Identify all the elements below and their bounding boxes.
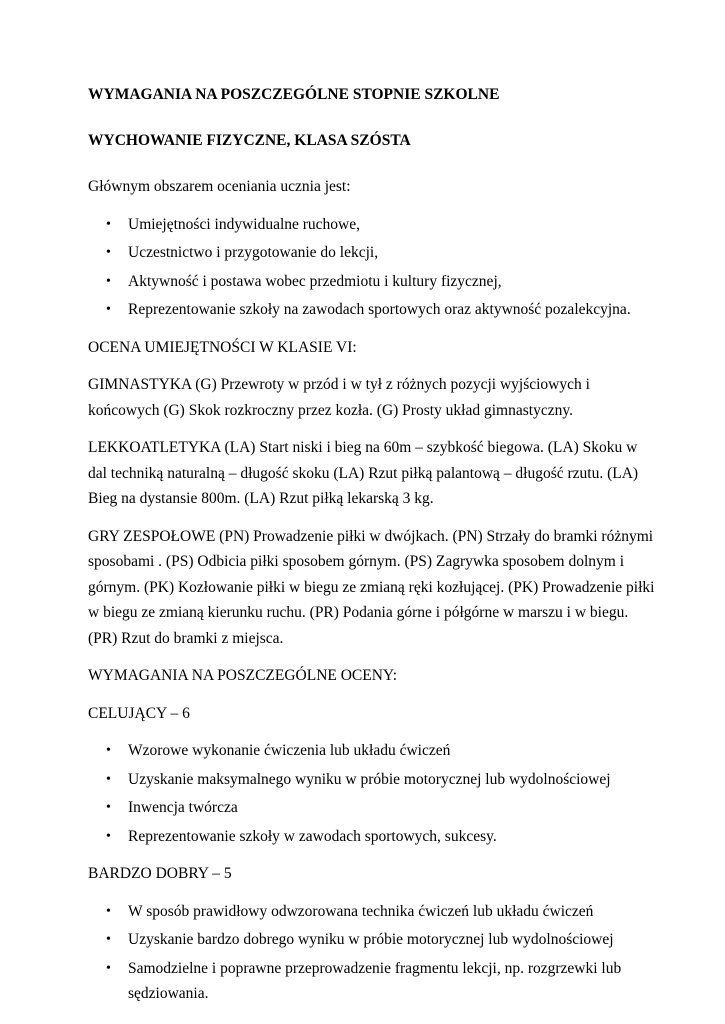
team-games-paragraph: GRY ZESPOŁOWE (PN) Prowadzenie piłki w dwójkach. (PN) Strzały do bramki różnymi sposobami . (PS) Odbicia piłki sposobem górnym. (PS) Zagrywka sposobem dolnym i górnym. (PK) Kozłowanie piłki w biegu ze zmianą ręki kozłującej. (PK) Prowadzenie piłki w biegu ze zmianą kierunku ruchu. (PR) Podania górne i półgórne w marszu i w biegu. (PR) Rzut do bramki z miejsca. [88,527,655,647]
skills-heading: OCENA UMIEJĘTNOŚCI W KLASIE VI: [88,338,357,356]
grade-5-list [88,899,658,1007]
grade-6-heading: CELUJĄCY – 6 [88,704,190,722]
bullet-icon: • [106,302,111,317]
grades-heading: WYMAGANIA NA POSZCZEGÓLNE OCENY: [88,667,398,684]
document-subtitle: WYCHOWANIE FIZYCZNE, KLASA SZÓSTA [88,132,411,149]
document-page [88,82,658,1019]
intro-text: Głównym obszarem oceniania ucznia jest: [88,178,351,195]
assessment-areas-list [88,212,658,323]
list-item: • Uzyskanie maksymalnego wyniku w próbie motorycznej lub wydolnościowej [88,767,658,793]
list-item: • Reprezentowanie szkoły w zawodach sportowych, sukcesy. [88,824,658,850]
list-item: • Uczestnictwo i przygotowanie do lekcji, [88,240,658,266]
bullet-icon: • [106,903,111,919]
list-item: • W sposób prawidłowy odwzorowana technika ćwiczeń lub układu ćwiczeń [88,899,658,925]
list-item: • Reprezentowanie szkoły na zawodach sportowych oraz aktywność pozalekcyjna. [88,297,658,323]
athletics-paragraph: LEKKOATLETYKA (LA) Start niski i bieg na 60m – szybkość biegowa. (LA) Skoku w dal techniką naturalną – długość skoku (LA) Rzut piłką palantową – długość rzutu. (LA) Bieg na dystansie 800m. (LA) Rzut piłką lekarską 3 kg. [88,439,639,507]
bullet-icon: • [106,932,111,947]
list-item: • Aktywność i postawa wobec przedmiotu i kultury fizycznej, [88,269,658,295]
bullet-icon: • [106,273,111,289]
grade-6-list [88,738,658,849]
document-title: WYMAGANIA NA POSZCZEGÓLNE STOPNIE SZKOLNE [88,86,500,103]
list-item: • Wzorowe wykonanie ćwiczenia lub układu ćwiczeń [88,738,658,764]
bullet-icon: • [106,960,111,976]
bullet-icon: • [106,771,111,787]
bullet-icon: • [106,743,111,758]
bullet-icon: • [106,800,111,815]
grade-5-heading: BARDZO DOBRY – 5 [88,865,232,882]
list-item: • Umiejętności indywidualne ruchowe, [88,212,658,238]
bullet-icon: • [106,216,111,232]
list-item: • Uzyskanie bardzo dobrego wyniku w próbie motorycznej lub wydolnościowej [88,927,658,953]
list-item: • Samodzielne i poprawne przeprowadzenie fragmentu lekcji, np. rozgrzewki lub sędziowania. [88,956,658,1007]
list-item: • Inwencja twórcza [88,795,658,821]
gymnastics-paragraph: GIMNASTYKA (G) Przewroty w przód i w tył z różnych pozycji wyjściowych i końcowych (G) Skok rozkroczny przez kozła. (G) Prosty układ gimnastyczny. [88,376,590,419]
bullet-icon: • [106,828,111,844]
bullet-icon: • [106,245,111,260]
